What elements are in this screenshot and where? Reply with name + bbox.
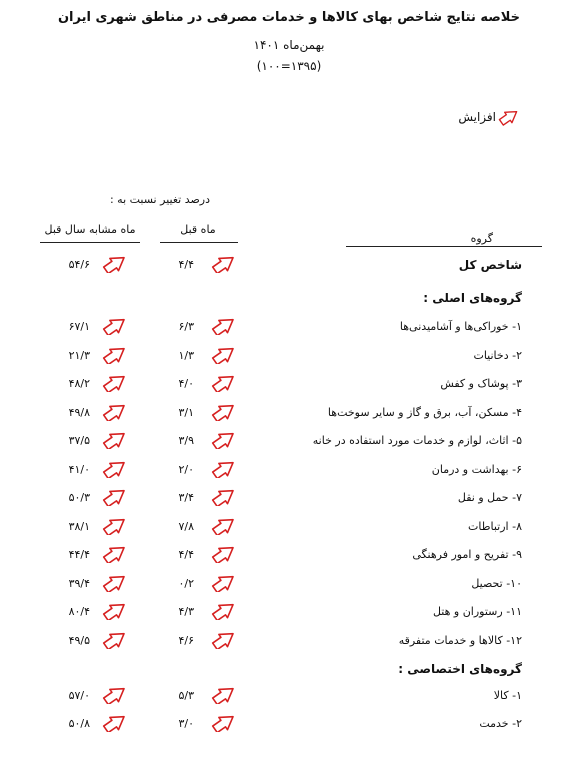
value-prev-month: ۳/۱ bbox=[178, 405, 194, 419]
increase-arrow-icon bbox=[211, 574, 237, 592]
row-label: ۵- اثاث، لوازم و خدمات مورد استفاده در خانه bbox=[312, 434, 522, 447]
row-label: ۹- تفریح و امور فرهنگی bbox=[412, 548, 522, 561]
col-underline-yoy bbox=[40, 242, 140, 243]
report-title: خلاصه نتایج شاخص بهای کالاها و خدمات مصرفی در مناطق شهری ایران bbox=[57, 10, 521, 25]
increase-arrow-icon bbox=[211, 517, 237, 535]
row-label: ۲- دخانیات bbox=[473, 348, 522, 362]
row-label: ۱- کالا bbox=[493, 689, 522, 702]
increase-arrow-icon bbox=[211, 255, 237, 273]
value-prev-month: ۳/۴ bbox=[178, 491, 194, 504]
section-main-groups: گروه‌های اصلی : bbox=[423, 291, 522, 305]
value-prev-month: ۴/۶ bbox=[178, 633, 194, 647]
value-prev-month: ۴/۳ bbox=[178, 605, 194, 618]
col-header-prev-month: ماه قبل bbox=[180, 223, 216, 236]
value-same-month-last-year: ۵۰/۳ bbox=[68, 491, 90, 504]
increase-arrow-icon bbox=[211, 374, 237, 392]
increase-arrow-icon bbox=[211, 686, 237, 704]
row-label: ۲- خدمت bbox=[479, 717, 522, 730]
increase-arrow-icon bbox=[102, 631, 128, 649]
increase-arrow-icon bbox=[211, 403, 237, 421]
value-same-month-last-year: ۵۰/۸ bbox=[68, 717, 90, 730]
increase-arrow-icon bbox=[102, 602, 128, 620]
increase-arrow-icon bbox=[102, 686, 128, 704]
overall-index-label: شاخص کل bbox=[458, 258, 522, 272]
col-header-group: گروه bbox=[470, 232, 493, 245]
increase-arrow-icon bbox=[211, 460, 237, 478]
value-same-month-last-year: ۳۹/۴ bbox=[68, 576, 90, 590]
value-same-month-last-year: ۴۹/۵ bbox=[68, 633, 90, 647]
legend-label: افزایش bbox=[458, 110, 496, 124]
value-prev-month: ۴/۴ bbox=[178, 548, 194, 561]
value-prev-month: ۴/۴ bbox=[178, 258, 194, 271]
value-same-month-last-year: ۲۱/۳ bbox=[68, 348, 90, 362]
increase-arrow-icon bbox=[102, 545, 128, 563]
value-same-month-last-year: ۵۷/۰ bbox=[68, 689, 90, 702]
increase-arrow-icon bbox=[211, 431, 237, 449]
increase-arrow-icon bbox=[102, 460, 128, 478]
row-label: ۱۱- رستوران و هتل bbox=[432, 605, 522, 618]
value-same-month-last-year: ۳۷/۵ bbox=[68, 434, 90, 447]
increase-arrow-icon bbox=[102, 574, 128, 592]
value-same-month-last-year: ۴۹/۸ bbox=[68, 405, 90, 419]
value-prev-month: ۴/۰ bbox=[178, 377, 194, 390]
increase-arrow-icon bbox=[211, 602, 237, 620]
section-special-groups: گروه‌های اختصاصی : bbox=[398, 662, 522, 676]
value-same-month-last-year: ۵۴/۶ bbox=[68, 258, 90, 271]
increase-arrow-icon bbox=[211, 631, 237, 649]
row-label: ۴- مسکن، آب، برق و گاز و سایر سوخت‌ها bbox=[327, 405, 522, 419]
value-same-month-last-year: ۸۰/۴ bbox=[68, 605, 90, 618]
compare-title: درصد تغییر نسبت به : bbox=[109, 193, 211, 206]
row-label: ۱- خوراکی‌ها و آشامیدنی‌ها bbox=[399, 320, 522, 333]
increase-arrow-icon bbox=[102, 431, 128, 449]
report-period: بهمن‌ماه ۱۴۰۱ bbox=[253, 38, 325, 52]
value-same-month-last-year: ۴۸/۲ bbox=[68, 377, 90, 390]
increase-arrow-icon bbox=[102, 317, 128, 335]
value-prev-month: ۳/۹ bbox=[178, 434, 194, 447]
increase-arrow-icon bbox=[102, 517, 128, 535]
increase-arrow-icon bbox=[211, 346, 237, 364]
increase-arrow-icon bbox=[211, 317, 237, 335]
value-prev-month: ۲/۰ bbox=[178, 462, 194, 476]
col-underline-prev bbox=[160, 242, 238, 243]
value-prev-month: ۵/۳ bbox=[178, 689, 194, 702]
increase-arrow-icon bbox=[211, 488, 237, 506]
increase-arrow-icon bbox=[211, 545, 237, 563]
increase-arrow-icon bbox=[211, 714, 237, 732]
base-year: (۱۰۰=۱۳۹۵) bbox=[256, 59, 322, 73]
value-prev-month: ۷/۸ bbox=[178, 519, 194, 533]
group-underline bbox=[346, 246, 542, 247]
value-prev-month: ۰/۲ bbox=[178, 576, 194, 590]
increase-arrow-icon bbox=[102, 403, 128, 421]
value-same-month-last-year: ۴۴/۴ bbox=[68, 548, 90, 561]
increase-arrow-icon bbox=[102, 488, 128, 506]
value-prev-month: ۳/۰ bbox=[178, 717, 194, 730]
row-label: ۱۲- کالاها و خدمات متفرقه bbox=[398, 633, 522, 647]
value-prev-month: ۱/۳ bbox=[178, 348, 194, 362]
increase-arrow-icon bbox=[102, 714, 128, 732]
increase-arrow-icon bbox=[102, 255, 128, 273]
increase-arrow-icon bbox=[102, 374, 128, 392]
row-label: ۱۰- تحصیل bbox=[471, 576, 522, 590]
row-label: ۳- پوشاک و کفش bbox=[440, 377, 522, 390]
increase-arrow-icon bbox=[102, 346, 128, 364]
value-same-month-last-year: ۴۱/۰ bbox=[68, 462, 90, 476]
value-prev-month: ۶/۳ bbox=[178, 320, 194, 333]
row-label: ۶- بهداشت و درمان bbox=[431, 462, 522, 476]
value-same-month-last-year: ۳۸/۱ bbox=[68, 519, 90, 533]
row-label: ۸- ارتباطات bbox=[468, 519, 522, 533]
col-header-same-month-last-year: ماه مشابه سال قبل bbox=[44, 223, 136, 236]
value-same-month-last-year: ۶۷/۱ bbox=[68, 320, 90, 333]
row-label: ۷- حمل و نقل bbox=[457, 491, 522, 504]
increase-arrow-icon bbox=[498, 108, 520, 126]
